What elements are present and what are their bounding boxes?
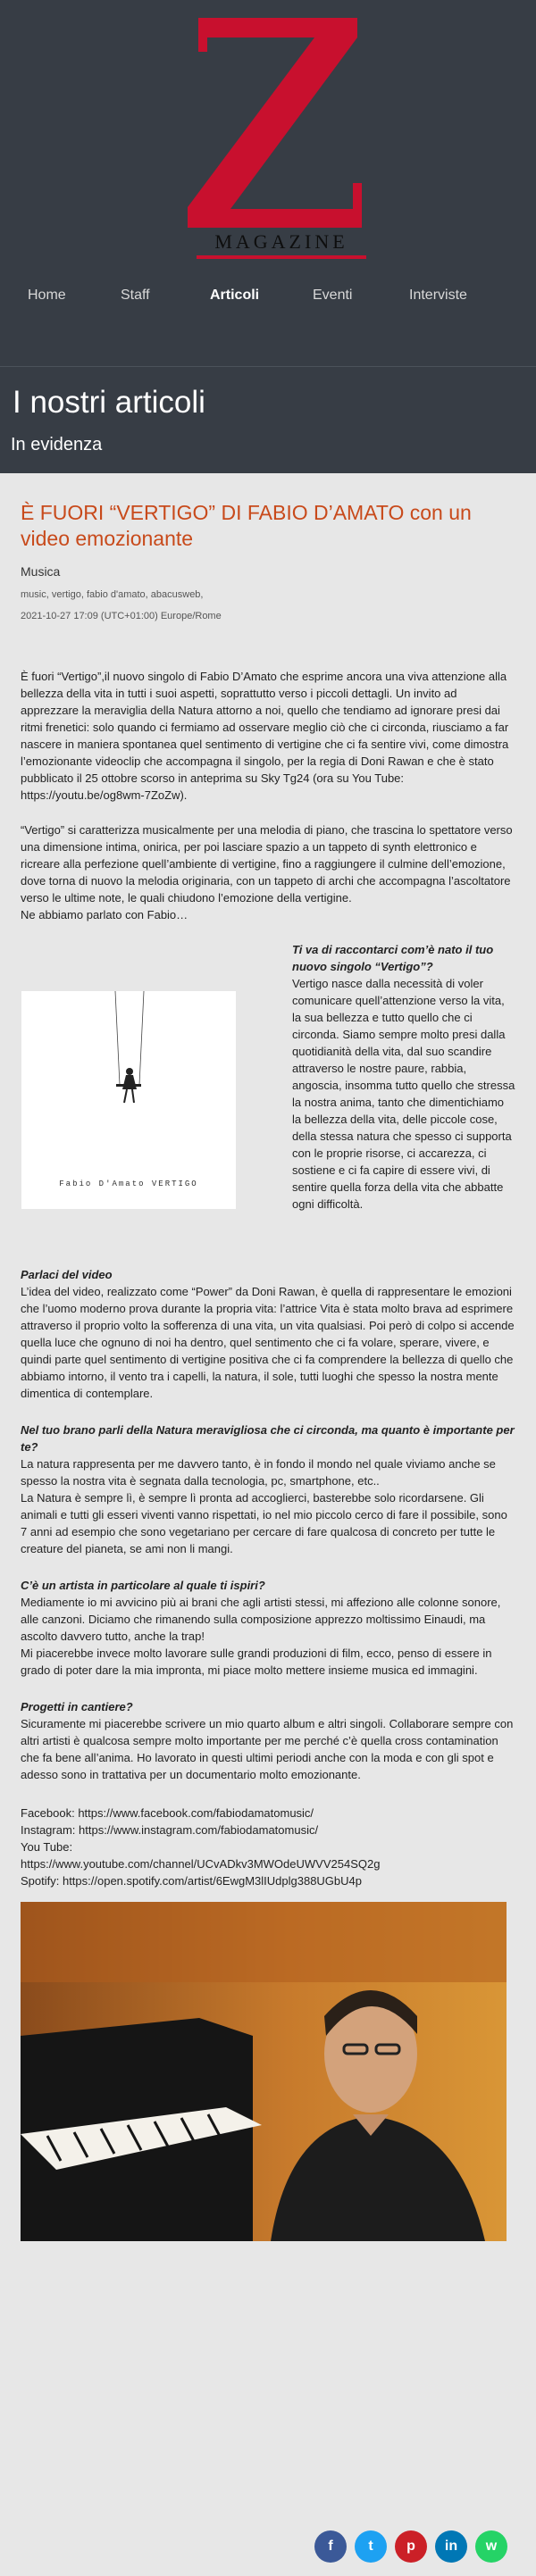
artist-photo [21,1902,507,2241]
twitter-share-button[interactable] [355,2530,387,2563]
description-closing: Ne abbiamo parlato con Fabio… [21,908,188,921]
article-category[interactable]: Musica [21,564,61,579]
linkedin-share-button[interactable] [435,2530,467,2563]
answer-artist-2: Mi piacerebbe invece molto lavorare sulle grandi produzioni di film, ecco, penso di essere in grado di poter dare la mia impronta, mi piace molto mettere insieme musica ed immagini. [21,1646,492,1677]
logo-wordmark: MAGAZINE [214,230,348,253]
z-logo-mark [179,9,366,228]
share-bar [314,2530,529,2566]
article-title: È FUORI “VERTIGO” DI FABIO D’AMATO con un video emozionante [21,501,472,550]
answer-nature: La natura rappresenta per me davvero tanto, è in fondo il mondo nel quale viviamo anche se spesso la nostra vita è segnata dalla tecnologia, pc, smartphone, etc.. [21,1457,496,1488]
description-text: “Vertigo” si caratterizza musicalmente per una melodia di piano, che trascina lo spettatore verso una dimensione intima, onirica, per poi lasciare spazio a un tappeto di synth elettronico e ricreare alla perfezione quell’ambiente di vertigine, fino a raggiungere il culmine dell’emozione, dove torna di nuovo la melodia originaria, con un tappeto di archi che accompagna l’ascoltatore verso le ultime note, le quali chiudono l’emozione della vertigine. [21,823,513,905]
link-youtube[interactable]: https://www.youtube.com/channel/UCvADkv3MWOdeUWVV254SQ2g [21,1857,381,1871]
artist-links [21,1805,515,1889]
whatsapp-share-button[interactable] [475,2530,507,2563]
article-date: 2021-10-27 17:09 (UTC+01:00) Europe/Rome [21,611,222,621]
cover-text: Fabio D'Amato VERTIGO [59,1180,198,1188]
link-youtube-label: You Tube: [21,1840,73,1854]
nav-home[interactable]: Home [28,288,66,303]
link-spotify[interactable]: Spotify: https://open.spotify.com/artist/6EwgM3lIUdplg388UGbU4p [21,1874,363,1888]
article [0,500,536,2241]
answer-nature-2: La Natura è sempre lì, è sempre lì pronta ad accoglierci, basterebbe solo ricordarsene. Gli animali e tutti gli esseri viventi vanno rispettati, io nel mio piccolo cerco di fare il possibile, sono 7 anni ad esempio che sono vegetariano per cercare di fare qualcosa di concreto per tutte le creature del pianeta, se ami non li mangi. [21,1491,507,1555]
nav-interviste[interactable]: Interviste [409,288,467,303]
nav-eventi[interactable]: Eventi [313,288,353,303]
qa-vertigo-text [292,941,515,1213]
qa-block-projects [21,1698,515,1783]
answer-vertigo: Vertigo nasce dalla necessità di voler comunicare quell’attenzione verso la vita, la sua bellezza e tutto quello che ci circonda. Siamo sempre molto presi dalla quotidianità della vita, dal suo scandire attraverso le nostre paure, rabbia, angoscia, insomma tutto quello che stressa la nostra anima, tanto che dimentichiamo la bellezza della vita, delle piccole cose, della stessa natura che spesso ci supporta con le proprie risorse, ci accarezza, ci sostiene e ci fa capire di essere vivi, di sentire quella forza della vita che abbatte ogni difficoltà. [292,977,515,1211]
facebook-share-button[interactable] [314,2530,347,2563]
qa-block-artist [21,1577,515,1679]
question-artist: C’è un artista in particolare al quale ti ispiri? [21,1579,265,1592]
section-title: I nostri articoli [13,385,205,420]
whatsapp-icon: w [485,2538,498,2554]
qa-block-video [21,1266,515,1402]
question-video: Parlaci del video [21,1268,113,1281]
single-cover-image [21,991,236,1209]
pinterest-share-button[interactable] [395,2530,427,2563]
link-facebook[interactable]: Facebook: https://www.facebook.com/fabiodamatomusic/ [21,1806,314,1820]
logo-underline [197,255,366,259]
facebook-icon: f [328,2538,333,2554]
linkedin-icon: in [444,2538,458,2554]
qa-block-nature [21,1421,515,1557]
intro-paragraph: È fuori “Vertigo”,il nuovo singolo di Fabio D’Amato che esprime ancora una viva attenzione alla bellezza della vita in tutti i suoi aspetti, soprattutto verso i piccoli dettagli. Un invito ad apprezzare la meraviglia della Natura attorno a noi, quello che tendiamo ad ignorare presi dai ritmi frenetici: solo quando ci fermiamo ad osservare meglio ciò che ci circonda, riusciamo a far nascere in maniera spontanea quel sentimento di vertigine che ci fa sentire vivi, come dimostra l’emozionante videoclip che accompagna il singolo, per la regia di Doni Rawan e che è stato pubblicato il 25 ottobre scorso in anteprima su Sky Tg24 (ora su You Tube: https://youtu.be/og8wm-7ZoZw). [21,670,509,802]
link-instagram[interactable]: Instagram: https://www.instagram.com/fabiodamatomusic/ [21,1823,319,1837]
section-subtitle: In evidenza [11,435,103,454]
question-nature: Nel tuo brano parli della Natura meravigliosa che ci circonda, ma quanto è importante per te? [21,1423,515,1454]
answer-projects: Sicuramente mi piacerebbe scrivere un mio quarto album e altri singoli. Collaborare sempre con altri artisti è qualcosa sempre molto importante per me perché c’è quella cross contamination che fa bene all’anima. Ho lavorato in questi ultimi periodi anche con la moda e con gli spot e adesso sono in trattativa per un documentario molto emozionante. [21,1717,514,1781]
site-header [0,0,536,366]
site-logo[interactable] [179,9,366,268]
twitter-icon: t [368,2538,373,2554]
answer-artist: Mediamente io mi avvicino più ai brani che agli artisti stessi, mi affeziono alle colonne sonore, alle canzoni. Diciamo che rimanendo sulla composizione apprezzo moltissimo Einaudi, ma ascolto davvero tutto, anche la trap! [21,1596,501,1643]
description-paragraph [21,821,515,923]
section-header [0,366,536,473]
question-projects: Progetti in cantiere? [21,1700,133,1713]
article-tags[interactable]: music, vertigo, fabio d'amato, abacusweb, [21,589,204,600]
question-vertigo: Ti va di raccontarci com’è nato il tuo nuovo singolo “Vertigo”? [292,943,494,973]
answer-video: L’idea del video, realizzato come “Power” da Doni Rawan, è quella di rappresentare le emozioni che l’uomo moderno prova durante la propria vita: l’attrice Vita è stata molto brava ad esprimere attraverso il proprio volto la sofferenza di una vita, un vita qualsiasi. Poi però di colpo si accende quella luce che ognuno di noi ha dentro, quel sentimento che ci fa volare, sperare, vivere, e quindi parte quel sentimento di vertigine positiva che ci fa comprendere la bellezza di quello che abbiamo intorno, il vento tra i capelli, la natura, il sole, tutti luoghi che spesso la nostra mente dimentica di contemplare. [21,1285,515,1400]
pinterest-icon: p [406,2538,415,2554]
nav-staff[interactable]: Staff [121,288,150,303]
qa-block-vertigo [21,941,515,1259]
nav-articoli[interactable]: Articoli [210,288,260,303]
